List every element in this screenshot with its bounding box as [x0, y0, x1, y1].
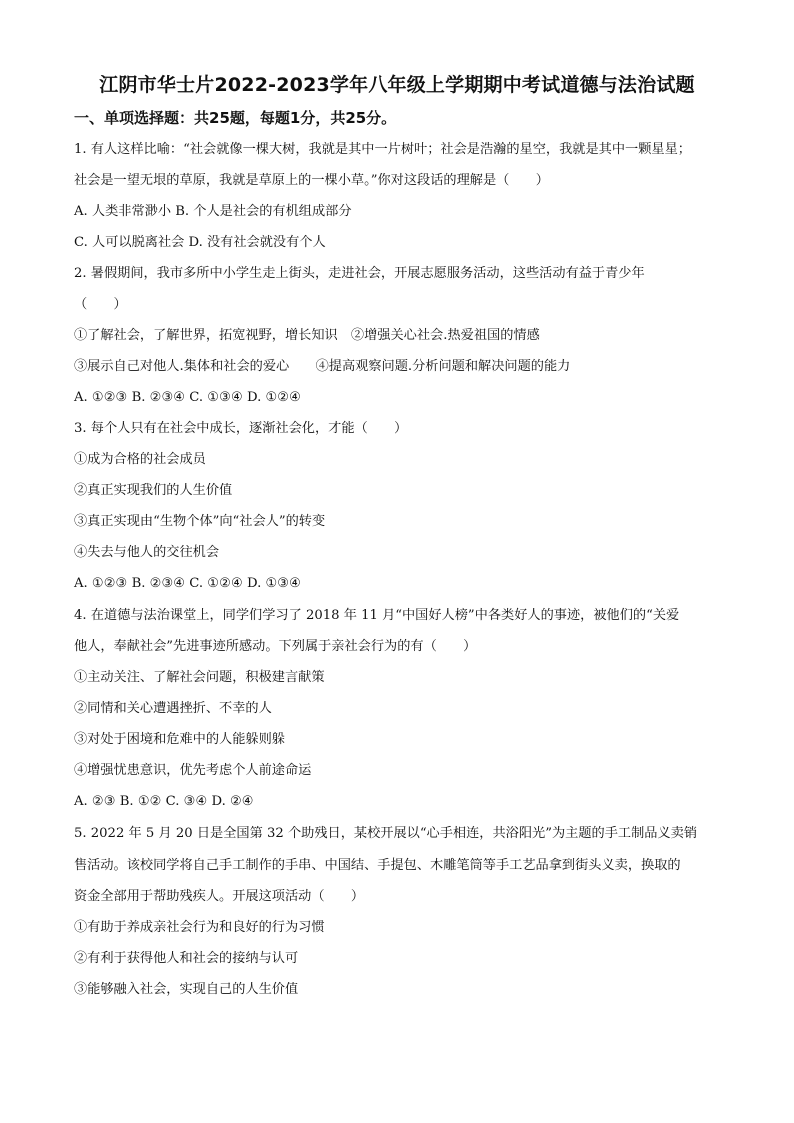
text-line: C. 人可以脱离社会 D. 没有社会就没有个人: [74, 235, 326, 250]
text-line: ③能够融入社会，实现自己的人生价值: [74, 982, 299, 997]
text-line: ①了解社会，了解世界，拓宽视野，增长知识 ②增强关心社会.热爱祖国的情感: [74, 328, 540, 343]
text-line: A. ②③ B. ①② C. ③④ D. ②④: [74, 794, 254, 809]
text-line: A. 人类非常渺小 B. 个人是社会的有机组成部分: [74, 204, 352, 219]
text-line: 资金全部用于帮助残疾人。开展这项活动（ ）: [74, 889, 365, 904]
text-line: ①主动关注、了解社会问题，积极建言献策: [74, 670, 325, 685]
text-line: ②真正实现我们的人生价值: [74, 483, 233, 498]
text-line: ④失去与他人的交往机会: [74, 545, 220, 560]
text-line: ②有利于获得他人和社会的接纳与认可: [74, 951, 299, 966]
text-line: 1. 有人这样比喻：“社会就像一棵大树，我就是其中一片树叶；社会是浩瀚的星空，我就是其中一颗星星；: [74, 142, 691, 157]
text-line: ②同情和关心遭遇挫折、不幸的人: [74, 701, 272, 716]
text-line: 4. 在道德与法治课堂上，同学们学习了 2018 年 11 月“中国好人榜”中各类好人的事迹，被他们的“关爱: [74, 608, 680, 623]
text-line: 社会是一望无垠的草原，我就是草原上的一棵小草。”你对这段话的理解是（ ）: [74, 173, 549, 188]
text-line: 3. 每个人只有在社会中成长，逐渐社会化，才能（ ）: [74, 421, 408, 436]
text-line: 2. 暑假期间，我市多所中小学生走上街头，走进社会，开展志愿服务活动，这些活动有益于青少年: [74, 266, 645, 281]
text-line: 售活动。该校同学将自己手工制作的手串、中国结、手提包、木雕笔筒等手工艺品拿到街头义卖，换取的: [74, 858, 681, 873]
text-line: ④增强忧患意识，优先考虑个人前途命运: [74, 763, 312, 778]
text-line: （ ）: [74, 297, 127, 312]
text-line: A. ①②③ B. ②③④ C. ①③④ D. ①②④: [74, 390, 301, 405]
text-line: 5. 2022 年 5 月 20 日是全国第 32 个助残日，某校开展以“心手相连，共浴阳光”为主题的手工制品义卖销: [74, 826, 698, 841]
text-line: ①有助于养成亲社会行为和良好的行为习惯: [74, 920, 325, 935]
text-line: A. ①②③ B. ②③④ C. ①②④ D. ①③④: [74, 576, 301, 591]
section-heading: 一、单项选择题：共25题，每题1分，共25分。: [74, 109, 397, 127]
text-line: ③展示自己对他人.集体和社会的爱心 ④提高观察问题.分析问题和解决问题的能力: [74, 359, 571, 374]
text-line: ③对处于困境和危难中的人能躲则躲: [74, 732, 285, 747]
exam-title: 江阴市华士片2022-2023学年八年级上学期期中考试道德与法治试题: [99, 74, 695, 96]
text-line: 他人，奉献社会”先进事迹所感动。下列属于亲社会行为的有（ ）: [74, 639, 477, 654]
text-line: ①成为合格的社会成员: [74, 452, 206, 467]
text-line: ③真正实现由“生物个体”向“社会人”的转变: [74, 514, 326, 529]
